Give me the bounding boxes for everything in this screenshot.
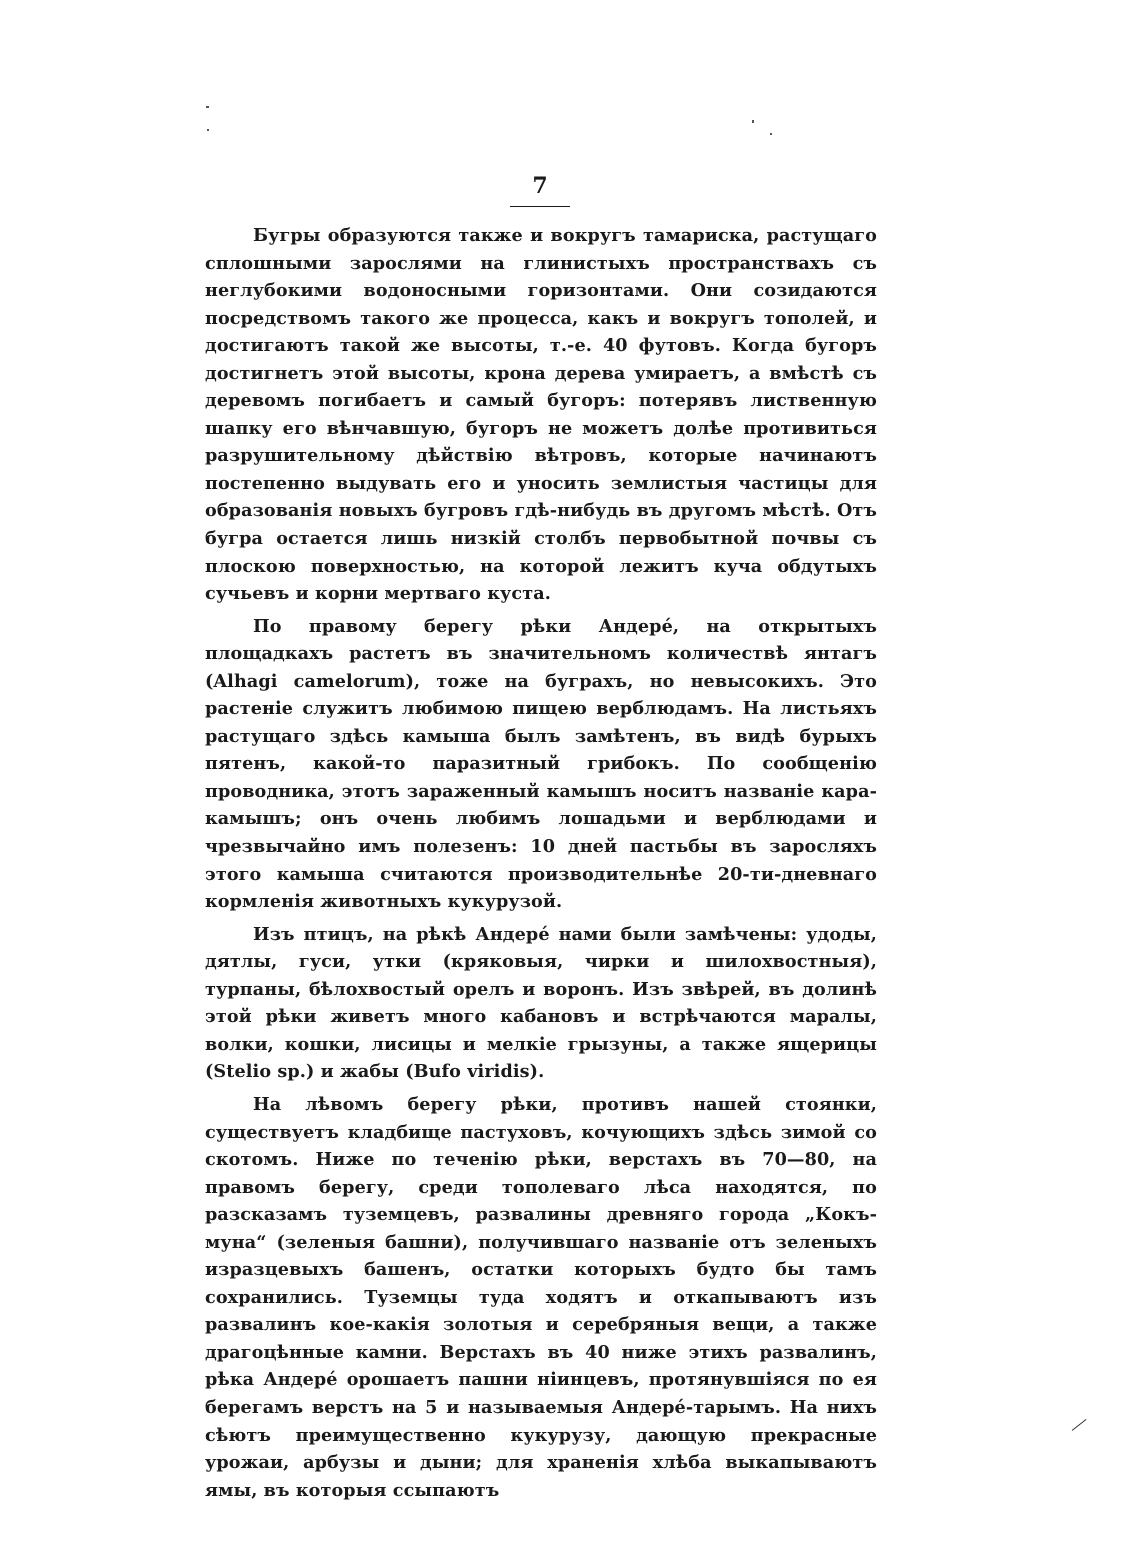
paragraph: По правому берегу рѣки Андере́, на открытыхъ площадкахъ растетъ въ значительномъ количествѣ янтагъ (Alhagi camelorum), тоже на буграхъ, но невысокихъ. Это растеніе служитъ любимою пищею верблюдамъ. На листьяхъ растущаго здѣсь камыша былъ замѣтенъ, въ видѣ бурыхъ пятенъ, какой-то паразитный грибокъ. По сообщенію проводника, этотъ зараженный камышъ носитъ названіе кара-камышъ; онъ очень любимъ лошадьми и верблюдами и чрезвычайно имъ полезенъ: 10 дней пастьбы въ заросляхъ этого камыша считаются производительнѣе 20-ти-дневнаго кормленія животныхъ кукурузой. (205, 615, 877, 913)
paragraph: Изъ птицъ, на рѣкѣ Андере́ нами были замѣчены: удоды, дятлы, гуси, утки (кряковыя, чирки и шилохвостныя), турпаны, бѣлохвостый орелъ и воронъ. Изъ звѣрей, въ долинѣ этой рѣки живетъ много кабановъ и встрѣчаются маралы, волки, кошки, лисицы и мелкіе грызуны, а также ящерицы (Stelio sp.) и жабы (Bufo viridis). (205, 923, 877, 1083)
page-number: 7 (532, 173, 548, 199)
page-number-rule (510, 206, 570, 207)
scan-speck (207, 129, 209, 131)
pen-mark (1072, 1419, 1087, 1431)
scan-speck (206, 106, 209, 108)
body-text (205, 222, 877, 1504)
paragraph: Бугры образуются также и вокругъ тамариска, растущаго сплошными зарослями на глинистыхъ пространствахъ съ неглубокими водоносными горизонтами. Они созидаются посредствомъ такого же процесса, какъ и вокругъ тополей, и достигаютъ такой же высоты, т.-е. 40 футовъ. Когда бугоръ достигнетъ этой высоты, крона дерева умираетъ, а вмѣстѣ съ деревомъ погибаетъ и самый бугоръ: потерявъ лиственную шапку его вѣнчавшую, бугоръ не можетъ долѣе противиться разрушительному дѣйствію вѣтровъ, которые начинаютъ постепенно выдувать его и уносить землистыя частицы для образованія новыхъ бугровъ гдѣ-нибудь въ другомъ мѣстѣ. Отъ бугра остается лишь низкій столбъ первобытной почвы съ плоскою поверхностью, на которой лежитъ куча обдутыхъ сучьевъ и корни мертваго куста. (205, 225, 877, 605)
scan-speck (752, 120, 754, 123)
paragraph: На лѣвомъ берегу рѣки, противъ нашей стоянки, существуетъ кладбище пастуховъ, кочующихъ здѣсь зимой со скотомъ. Ниже по теченію рѣки, верстахъ въ 70—80, на правомъ берегу, среди тополеваго лѣса находятся, по разсказамъ туземцевъ, развалины древняго города „Кокъ-муна“ (зеленыя башни), получившаго названіе отъ зеленыхъ изразцевыхъ башенъ, остатки которыхъ будто бы тамъ сохранились. Туземцы туда ходятъ и откапываютъ изъ развалинъ кое-какія золотыя и серебряныя вещи, а также драгоцѣнные камни. Верстахъ въ 40 ниже этихъ развалинъ, рѣка Андере́ орошаетъ пашни ніинцевъ, протянувшіяся по ея берегамъ верстъ на 5 и называемыя Андере́-тарымъ. На нихъ сѣютъ преимущественно кукурузу, дающую прекрасные урожаи, арбузы и дыни; для храненія хлѣба выкапываютъ ямы, въ которыя ссыпаютъ (205, 1093, 877, 1501)
scan-speck (770, 133, 772, 135)
